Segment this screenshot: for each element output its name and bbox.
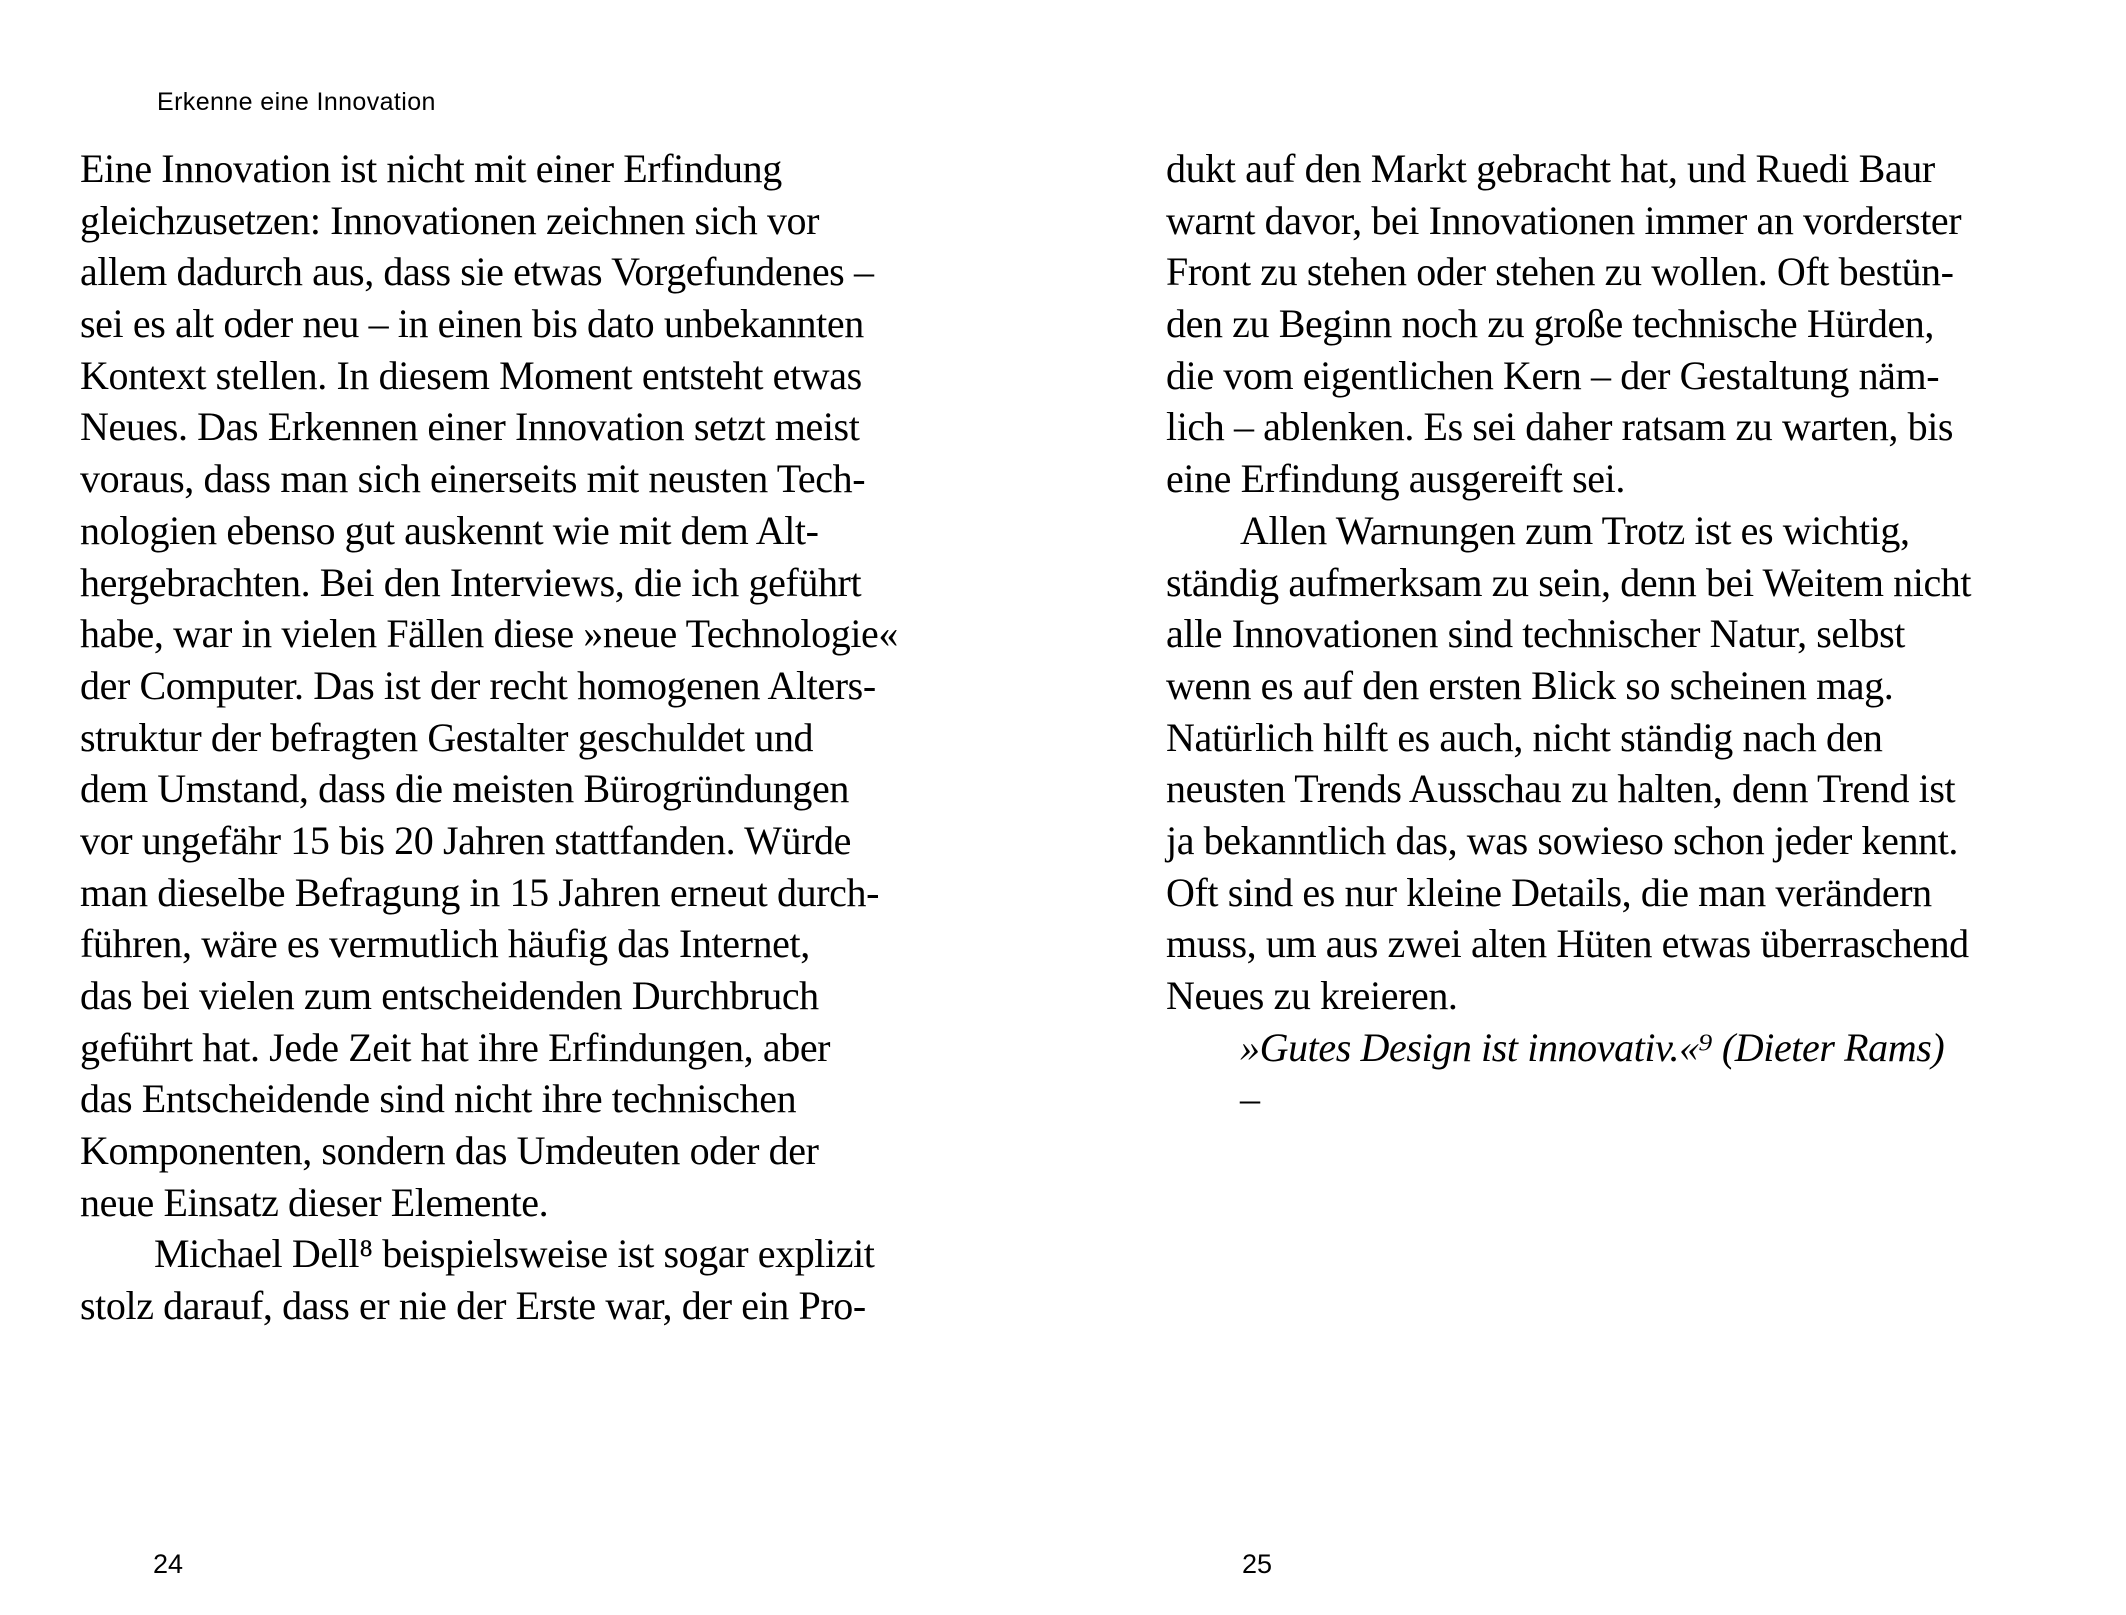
text-line: vor ungefähr 15 bis 20 Jahren stattfanden. Würde	[80, 817, 851, 863]
text-line: Neues. Das Erkennen einer Innovation setzt meist	[80, 404, 860, 450]
text-line: führen, wäre es vermutlich häufig das Internet,	[80, 921, 810, 967]
text-line: ständig aufmerksam zu sein, denn bei Weitem nicht	[1166, 559, 1972, 605]
text-line: struktur der befragten Gestalter geschuldet und	[80, 714, 814, 760]
text-line: geführt hat. Jede Zeit hat ihre Erfindungen, aber	[80, 1024, 831, 1070]
text-line: die vom eigentlichen Kern – der Gestaltung näm-	[1166, 352, 1940, 398]
text-line: Komponenten, sondern das Umdeuten oder der	[80, 1128, 819, 1174]
text-line: man dieselbe Befragung in 15 Jahren erneut durch-	[80, 869, 879, 915]
text-line: hergebrachten. Bei den Interviews, die ich geführt	[80, 559, 862, 605]
left-page-text-column	[80, 143, 992, 1332]
text-line: warnt davor, bei Innovationen immer an vorderster	[1166, 197, 1962, 243]
text-line: Kontext stellen. In diesem Moment entsteht etwas	[80, 352, 862, 398]
quote-line: »Gutes Design ist innovativ.«⁹ (Dieter Rams)	[1240, 1024, 1945, 1070]
text-line-paragraph-start: Michael Dell⁸ beispielsweise ist sogar explizit	[154, 1231, 875, 1277]
text-line: Neues zu kreieren.	[1166, 973, 1458, 1018]
text-line: allem dadurch aus, dass sie etwas Vorgefundenes –	[80, 249, 874, 295]
page-number-left: 24	[153, 1549, 184, 1579]
text-line: nologien ebenso gut auskennt wie mit dem Alt-	[80, 507, 819, 553]
text-line: das bei vielen zum entscheidenden Durchbruch	[80, 973, 819, 1018]
text-line: dem Umstand, dass die meisten Bürogründungen	[80, 766, 849, 812]
text-line: der Computer. Das ist der recht homogenen Alters-	[80, 662, 876, 708]
text-line: den zu Beginn noch zu große technische Hürden,	[1166, 301, 1935, 347]
text-line: Front zu stehen oder stehen zu wollen. Oft bestün-	[1166, 249, 1954, 295]
dash-line: –	[1240, 1076, 1260, 1122]
text-line: dukt auf den Markt gebracht hat, und Ruedi Baur	[1166, 146, 1935, 191]
right-page-text-column	[1166, 143, 2068, 1125]
text-line: lich – ablenken. Es sei daher ratsam zu warten, bis	[1166, 404, 1954, 450]
text-line: Oft sind es nur kleine Details, die man verändern	[1166, 869, 1932, 915]
text-line: Natürlich hilft es auch, nicht ständig nach den	[1166, 714, 1883, 760]
text-line: voraus, dass man sich einerseits mit neusten Tech-	[80, 456, 866, 502]
text-line: alle Innovationen sind technischer Natur, selbst	[1166, 611, 1905, 657]
running-header: Erkenne eine Innovation	[157, 88, 436, 116]
text-line: eine Erfindung ausgereift sei.	[1166, 456, 1625, 502]
text-line: das Entscheidende sind nicht ihre technischen	[80, 1076, 797, 1122]
text-line: neue Einsatz dieser Elemente.	[80, 1179, 549, 1225]
text-line: habe, war in vielen Fällen diese »neue Technologie«	[80, 611, 898, 657]
text-line: sei es alt oder neu – in einen bis dato unbekannten	[80, 301, 864, 347]
text-line: ja bekanntlich das, was sowieso schon jeder kennt.	[1166, 817, 1959, 863]
text-line: stolz darauf, dass er nie der Erste war, der ein Pro-	[80, 1283, 866, 1329]
text-line: gleichzusetzen: Innovationen zeichnen sich vor	[80, 197, 820, 243]
text-line: muss, um aus zwei alten Hüten etwas überraschend	[1166, 921, 1969, 967]
text-line: Eine Innovation ist nicht mit einer Erfindung	[80, 146, 782, 191]
text-line: wenn es auf den ersten Blick so scheinen mag.	[1166, 662, 1894, 708]
text-line: neusten Trends Ausschau zu halten, denn Trend ist	[1166, 766, 1956, 812]
text-line-paragraph-start: Allen Warnungen zum Trotz ist es wichtig,	[1240, 507, 1910, 553]
page-number-right: 25	[1242, 1549, 1273, 1579]
